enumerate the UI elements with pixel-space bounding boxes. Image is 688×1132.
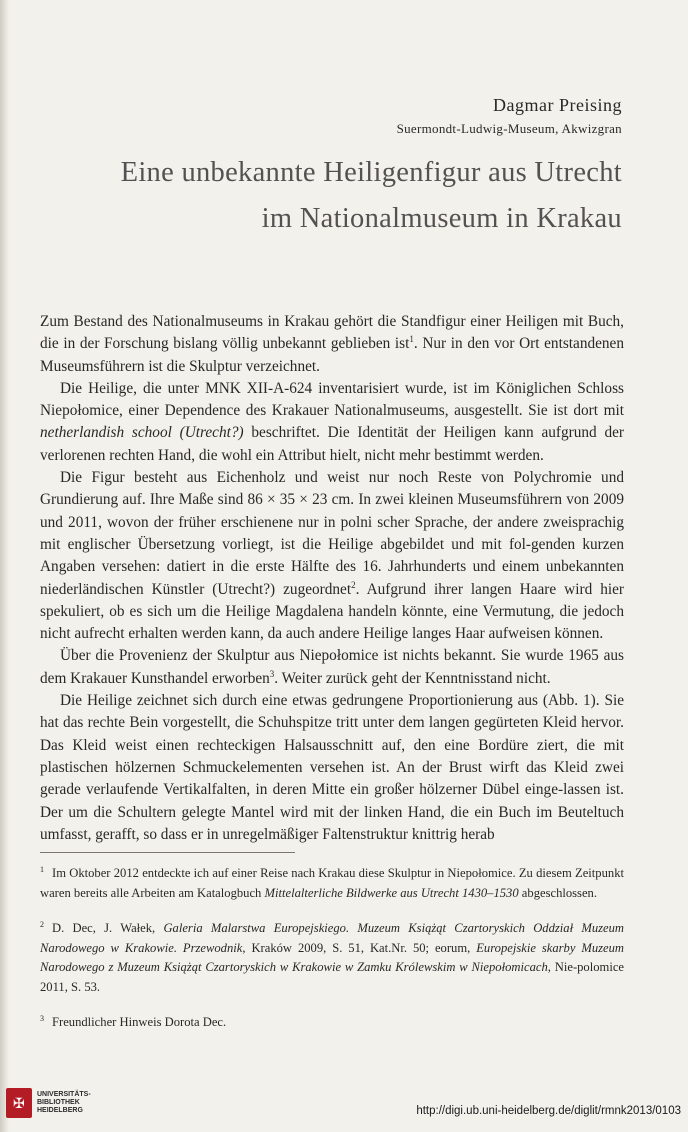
footnote-1-text-b: abgeschlossen. (518, 885, 597, 900)
article-title (62, 150, 622, 242)
footnote-ref-1: 1 (409, 334, 414, 345)
article-body (40, 311, 624, 846)
paragraph-1-text-a: Zum Bestand des Nationalmuseums in Krakau gehört die Standfigur einer Heiligen mit Buch, die in der Forschung bislang völlig unbekannt geblieben ist (40, 313, 624, 353)
paragraph-3-text-b: . Aufgrund ihrer langen Haare wird hier spekuliert, ob es sich um die Heilige Magdalena handeln könnte, eine Vermutung, die jedoch nicht aufrecht erhalten werden kann, da auch andere Heilige langes Haar aufweisen können. (40, 580, 624, 643)
paragraph-3 (40, 467, 624, 645)
page-edge-shadow (0, 0, 9, 1132)
author-affiliation: Suermondt-Ludwig-Museum, Akwizgran (396, 121, 622, 136)
library-name-line-2: BIBLIOTHEK (37, 1099, 80, 1106)
paragraph-2-text-a: Die Heilige, die unter MNK XII-A-624 inventarisiert wurde, ist im Königlichen Schloss Niepołomice, einer Dependence des Krakauer Nationalmuseums, ausgestellt. Sie ist dort mit (40, 379, 624, 420)
paragraph-4 (40, 645, 624, 690)
library-name-line-1: UNIVERSITÄTS- (37, 1091, 91, 1098)
footnote-1-number: 1 (40, 865, 44, 874)
paragraph-4-text-b: . Weiter zurück geht der Kenntnisstand nicht. (274, 669, 551, 687)
footnote-ref-3: 3 (269, 668, 275, 679)
footnote-2-italic-2: Europejskie skarby Muzeum Narodowego z Muzeum Książąt Czartoryskich w Krakowie w Zamku Królewskim w Niepołomicach (40, 940, 624, 974)
library-name (37, 1091, 91, 1115)
library-logo[interactable] (6, 1088, 91, 1118)
title-line-2: im Nationalmuseum in Krakau (261, 203, 622, 234)
footnote-1 (40, 860, 624, 903)
university-seal-icon: ✠ (6, 1088, 32, 1118)
paragraph-3-text-a: Die Figur besteht aus Eichenholz und weist nur noch Reste von Polychromie und Grundierung auf. Ihre Maße sind 86 × 35 × 23 cm. In zwei kleinen Museumsführern von 2009 und 2011, wovon der früher erschienene nur in polni scher Sprache, der andere zweisprachig mit englischer Übersetzung vorliegt, ist die Heilige abgebildet und mit fol-genden kurzen Angaben versehen: datiert in die erste Hälfte des 16. Jahrhunderts und einem unbekannten niederländischen Künstler (Utrecht?) zugeordnet (40, 469, 624, 598)
footnote-2 (40, 915, 624, 997)
footnote-2-text-c: , Nie-polomice 2011, S. 53. (40, 960, 624, 994)
paragraph-2 (40, 378, 624, 467)
paragraph-1 (40, 311, 624, 378)
paragraph-2-italic: netherlandish school (Utrecht?) (40, 424, 244, 442)
footnote-2-text-b: , Kraków 2009, S. 51, Kat.Nr. 50; eorum, (242, 940, 477, 955)
footnote-3-text: Freundlicher Hinweis Dorota Dec. (52, 1015, 227, 1029)
footnote-1-italic: Mittelalterliche Bildwerke aus Utrecht 1430–1530 (264, 885, 519, 900)
footnote-divider (40, 852, 295, 853)
paragraph-4-text-a: Über die Provenienz der Skulptur aus Niepołomice ist nichts bekannt. Sie wurde 1965 aus dem Krakauer Kunsthandel erworben (40, 647, 624, 687)
title-line-1: Eine unbekannte Heiligenfigur aus Utrecht (120, 157, 622, 188)
permalink-url[interactable]: http://digi.ub.uni-heidelberg.de/diglit/rmnk2013/0103 (416, 1105, 681, 1117)
footnote-2-number: 2 (40, 920, 44, 929)
footnote-ref-2: 2 (351, 579, 356, 590)
footnote-2-italic-1: Galeria Malarstwa Europejskiego. Muzeum Książąt Czartoryskich Oddział Muzeum Narodowego w Krakowie. Przewodnik (40, 921, 624, 955)
footnote-1-text-a: Im Oktober 2012 entdeckte ich auf einer Reise nach Krakau diese Skulptur in Niepołomice. Zu diesem Zeitpunkt waren bereits alle Arbeiten am Katalogbuch (40, 866, 624, 900)
paragraph-5: Die Heilige zeichnet sich durch eine etwas gedrungene Proportionierung aus (Abb. 1). Sie hat das rechte Bein vorgestellt, die Schuhspitze tritt unter dem langen gegürteten Kleid hervor. Das Kleid weist einen rechteckigen Halsausschnitt auf, den eine Bordüre ziert, die mit plastischen hölzernen Schmuckelementen versehen ist. An der Brust wirft das Kleid zwei gerade verlaufende Vertikalfalten, in deren Mitte ein großer hölzerner Dübel einge-lassen ist. Der um die Schultern gelegte Mantel wird mit der linken Hand, die ein Buch im Beuteltuch umfasst, gerafft, so dass er in unregelmäßiger Faltenstruktur knittrig herab (40, 692, 624, 843)
footnotes (40, 860, 624, 1045)
paragraph-1-text-b: . Nur in den vor Ort entstandenen Museumsführern ist die Skulptur verzeichnet. (40, 335, 624, 375)
paragraph-2-text-b: beschriftet. Die Identität der Heiligen kann aufgrund der verlorenen rechten Hand, die wohl ein Attribut hielt, nicht mehr bestimmt werden. (40, 424, 624, 464)
footnote-2-text-a: D. Dec, J. Wałek, (52, 921, 164, 935)
library-name-line-3: HEIDELBERG (37, 1107, 83, 1114)
author-name: Dagmar Preising (493, 95, 622, 115)
footnote-3-number: 3 (40, 1014, 44, 1023)
footnote-3 (40, 1009, 624, 1033)
